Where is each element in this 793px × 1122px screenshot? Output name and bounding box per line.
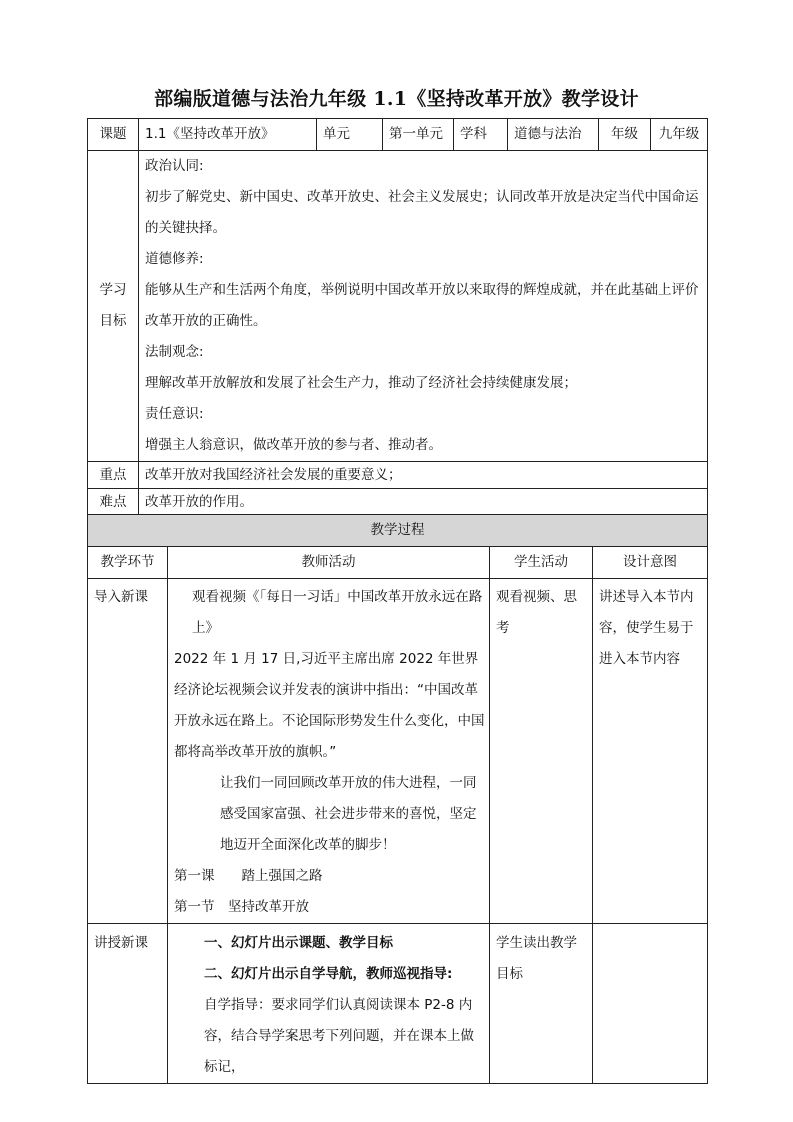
objective-heading-political: 政治认同:	[145, 158, 204, 174]
teacher-review-paragraph: 让我们一同回顾改革开放的伟大进程，一同感受国家富强、社会进步带来的喜悦，坚定地迈开全面深化改革的脚步！	[220, 775, 477, 853]
table-row	[88, 924, 708, 1084]
objective-text-political: 初步了解党史、新中国史、改革开放史、社会主义发展史；认同改革开放是决定当代中国命运的关键抉择。	[145, 189, 699, 236]
objective-heading-law: 法制观念:	[145, 344, 204, 360]
objective-text-law: 理解改革开放解放和发展了社会生产力，推动了经济社会持续健康发展；	[145, 375, 577, 391]
student-activity-cell: 学生读出教学目标	[490, 924, 593, 1084]
column-stage: 教学环节	[88, 547, 168, 579]
key-point-text: 改革开放对我国经济社会发展的重要意义；	[139, 462, 708, 489]
process-table	[87, 514, 708, 1084]
stage-cell: 导入新课	[88, 579, 168, 924]
page-title: 部编版道德与法治九年级 1.1《坚持改革开放》教学设计	[154, 88, 639, 110]
topic-value: 1.1《坚持改革开放》	[139, 119, 317, 151]
key-point-label: 重点	[88, 462, 139, 489]
objective-heading-moral: 道德修养:	[145, 251, 204, 267]
teacher-activity-cell	[168, 579, 490, 924]
stage-cell: 讲授新课	[88, 924, 168, 1084]
objective-text-moral: 能够从生产和生活两个角度，举例说明中国改革开放以来取得的辉煌成就，并在此基础上评价改革开放的正确性。	[145, 282, 699, 329]
grade-label: 年级	[599, 119, 651, 151]
objectives-label	[88, 151, 139, 462]
teacher-quote-paragraph: 2022 年 1 月 17 日,习近平主席出席 2022 年世界经济论坛视频会议并发表的演讲中指出：“中国改革开放永远在路上。不论国际形势发生什么变化，中国都将高举改革开放的旗帜。”	[174, 651, 485, 760]
unit-label: 单元	[317, 119, 383, 151]
difficulty-text: 改革开放的作用。	[139, 489, 708, 517]
subject-value: 道德与法治	[508, 119, 599, 151]
column-student: 学生活动	[490, 547, 593, 579]
objectives-content	[139, 151, 708, 462]
self-study-guide: 自学指导：要求同学们认真阅读课本 P2-8 内容，结合导学案思考下列问题，并在课本上做标记，	[204, 997, 474, 1075]
info-table	[87, 118, 708, 517]
subject-label: 学科	[454, 119, 508, 151]
column-teacher: 教师活动	[168, 547, 490, 579]
teacher-activity-cell	[168, 924, 490, 1084]
column-intent: 设计意图	[593, 547, 708, 579]
table-row	[88, 579, 708, 924]
objectives-label-line2: 目标	[99, 313, 127, 329]
student-activity-cell: 观看视频、思考	[490, 579, 593, 924]
teacher-step-2: 二、幻灯片出示自学导航，教师巡视指导:	[204, 966, 453, 982]
lesson-title-line: 第一课 踏上强国之路	[174, 868, 323, 884]
objective-heading-responsibility: 责任意识:	[145, 406, 204, 422]
unit-value: 第一单元	[383, 119, 454, 151]
process-heading: 教学过程	[88, 515, 708, 547]
teacher-video-line: 观看视频《「每日一习话」中国改革开放永远在路上》	[192, 589, 483, 636]
design-intent-cell: 讲述导入本节内容，使学生易于进入本节内容	[593, 579, 708, 924]
section-title-line: 第一节 坚持改革开放	[174, 899, 309, 915]
topic-label: 课题	[88, 119, 139, 151]
grade-value: 九年级	[651, 119, 708, 151]
design-intent-cell	[593, 924, 708, 1084]
objective-text-responsibility: 增强主人翁意识，做改革开放的参与者、推动者。	[145, 437, 442, 453]
teacher-step-1: 一、幻灯片出示课题、教学目标	[204, 935, 393, 951]
objectives-label-line1: 学习	[99, 282, 127, 298]
difficulty-label: 难点	[88, 489, 139, 517]
